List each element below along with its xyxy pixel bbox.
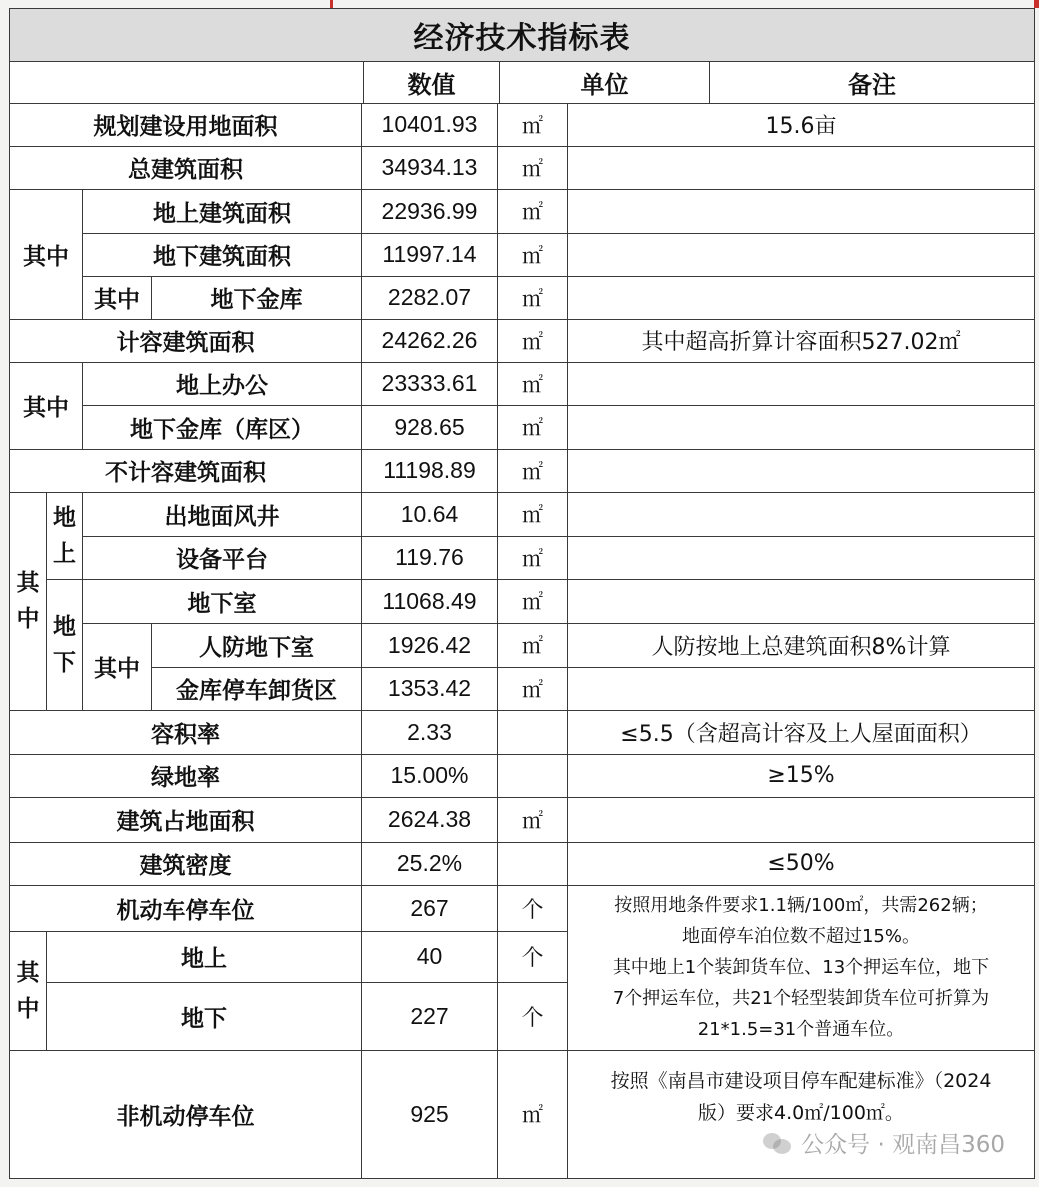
row-label: 非机动停车位 [10,1050,362,1178]
row-remark: 其中超高折算计容面积527.02㎡ [568,319,1035,362]
row-label: 地上建筑面积 [83,189,362,233]
row-label: 设备平台 [83,536,362,579]
row-label: 总建筑面积 [10,146,362,189]
row-vault-area [10,405,1035,449]
group-label-qizhong: 其中 [10,189,83,319]
row-value: 11997.14 [362,233,498,276]
row-label: 出地面风井 [83,492,362,536]
row-vault-parking [10,667,1035,710]
group-label-below [47,579,83,710]
row-planned-land [10,103,1035,146]
row-unit: ㎡ [498,362,568,405]
row-label: 建筑密度 [10,842,362,885]
shang-char: 上 [53,540,76,567]
watermark [763,1126,1005,1159]
row-unit: ㎡ [498,579,568,623]
row-unit: ㎡ [498,536,568,579]
row-remark [568,362,1035,405]
row-label: 地下金库（库区） [83,405,362,449]
row-unit: ㎡ [498,667,568,710]
row-remark: ≤50% [568,842,1035,885]
row-label: 容积率 [10,710,362,754]
row-value: 227 [362,982,498,1050]
row-value: 928.65 [362,405,498,449]
sub-group-label-qizhong: 其中 [83,276,152,319]
row-shaft [10,492,1035,536]
row-label: 不计容建筑面积 [10,449,362,492]
row-value: 1353.42 [362,667,498,710]
row-unit: ㎡ [498,1050,568,1178]
row-platform [10,536,1035,579]
row-motor-parking [10,885,1035,931]
row-remark [568,405,1035,449]
row-unit: ㎡ [498,146,568,189]
row-label: 规划建设用地面积 [10,103,362,146]
indicator-sheet [9,8,1034,1179]
row-basement [10,579,1035,623]
row-value: 119.76 [362,536,498,579]
header-unit: 单位 [500,62,710,104]
row-value: 267 [362,885,498,931]
row-unit: ㎡ [498,797,568,842]
row-value: 24262.26 [362,319,498,362]
row-civil-defense [10,623,1035,667]
row-unit: ㎡ [498,189,568,233]
row-remark: 15.6亩 [568,103,1035,146]
row-remark [568,667,1035,710]
row-value: 11068.49 [362,579,498,623]
edge-mark-top [330,0,333,8]
parking-remark-line: 地面停车泊位数不超过15%。 [681,926,920,947]
row-remark [568,536,1035,579]
row-value: 25.2% [362,842,498,885]
row-remark [568,449,1035,492]
row-label: 绿地率 [10,754,362,797]
row-far-gfa [10,319,1035,362]
group-label-qizhong: 其中 [10,362,83,449]
row-label: 人防地下室 [152,623,362,667]
row-above-office [10,362,1035,405]
row-value: 2624.38 [362,797,498,842]
parking-remark-line: 按照用地条件要求1.1辆/100㎡，共需262辆； [614,895,988,916]
row-remark [568,492,1035,536]
economic-indicator-body [9,103,1035,1179]
row-green [10,754,1035,797]
row-value: 40 [362,931,498,982]
parking-remark-line: 7个押运车位，共21个轻型装卸货车位可折算为 [612,988,990,1009]
wechat-icon [763,1131,793,1155]
row-unit: ㎡ [498,405,568,449]
row-unit: ㎡ [498,276,568,319]
row-unit: ㎡ [498,492,568,536]
di-char: 地 [53,504,76,531]
row-non-far-gfa [10,449,1035,492]
row-unit [498,754,568,797]
row-label: 地下建筑面积 [83,233,362,276]
row-unit: ㎡ [498,319,568,362]
qizhong-text: 其中 [16,959,40,1022]
economic-indicator-table [9,8,1035,104]
row-value: 2282.07 [362,276,498,319]
row-label: 地下室 [83,579,362,623]
qizhong-text: 其中 [16,570,40,632]
parking-remark-line: 其中地上1个装卸货车位、13个押运车位，地下 [612,957,990,978]
edge-mark-right [1034,0,1039,8]
header-remark: 备注 [710,62,1035,104]
xia-char: 下 [53,649,76,676]
row-remark [568,797,1035,842]
bike-remark-line: 版）要求4.0㎡/100㎡。 [698,1101,904,1124]
row-remark [568,276,1035,319]
parking-remark [568,885,1035,1050]
row-value: 10401.93 [362,103,498,146]
row-value: 2.33 [362,710,498,754]
row-unit: 个 [498,982,568,1050]
row-value: 23333.61 [362,362,498,405]
row-unit: ㎡ [498,233,568,276]
table-title: 经济技术指标表 [10,9,1035,62]
row-below-gfa [10,233,1035,276]
row-remark [568,146,1035,189]
row-label: 地下金库 [152,276,362,319]
header-item [10,62,364,104]
row-label: 计容建筑面积 [10,319,362,362]
row-remark: 人防按地上总建筑面积8%计算 [568,623,1035,667]
row-unit: 个 [498,885,568,931]
row-unit [498,710,568,754]
row-unit: 个 [498,931,568,982]
row-remark [568,579,1035,623]
row-density [10,842,1035,885]
row-remark [568,233,1035,276]
row-label: 地上办公 [83,362,362,405]
row-label: 地下 [47,982,362,1050]
row-vault [10,276,1035,319]
group-label-qizhong-vertical [10,492,47,710]
group-label-qizhong-vertical [10,931,47,1050]
row-label: 金库停车卸货区 [152,667,362,710]
row-value: 34934.13 [362,146,498,189]
row-unit: ㎡ [498,449,568,492]
sub-group-label-qizhong: 其中 [83,623,152,710]
row-label: 机动车停车位 [10,885,362,931]
row-footprint [10,797,1035,842]
header-value: 数值 [364,62,500,104]
bike-remark-line: 按照《南昌市建设项目停车配建标准》（2024 [610,1069,992,1092]
row-value: 1926.42 [362,623,498,667]
row-value: 22936.99 [362,189,498,233]
row-unit: ㎡ [498,623,568,667]
parking-remark-line: 21*1.5=31个普通车位。 [697,1019,905,1040]
row-remark: ≥15% [568,754,1035,797]
row-unit [498,842,568,885]
row-value: 11198.89 [362,449,498,492]
row-value: 925 [362,1050,498,1178]
row-label: 建筑占地面积 [10,797,362,842]
row-above-gfa [10,189,1035,233]
row-value: 10.64 [362,492,498,536]
row-remark [568,189,1035,233]
row-unit: ㎡ [498,103,568,146]
row-label: 地上 [47,931,362,982]
group-label-above [47,492,83,579]
di-char: 地 [53,613,76,640]
row-remark: ≤5.5（含超高计容及上人屋面面积） [568,710,1035,754]
watermark-text: 公众号 · 观南昌360 [801,1132,1005,1158]
row-far [10,710,1035,754]
row-total-gfa [10,146,1035,189]
row-value: 15.00% [362,754,498,797]
